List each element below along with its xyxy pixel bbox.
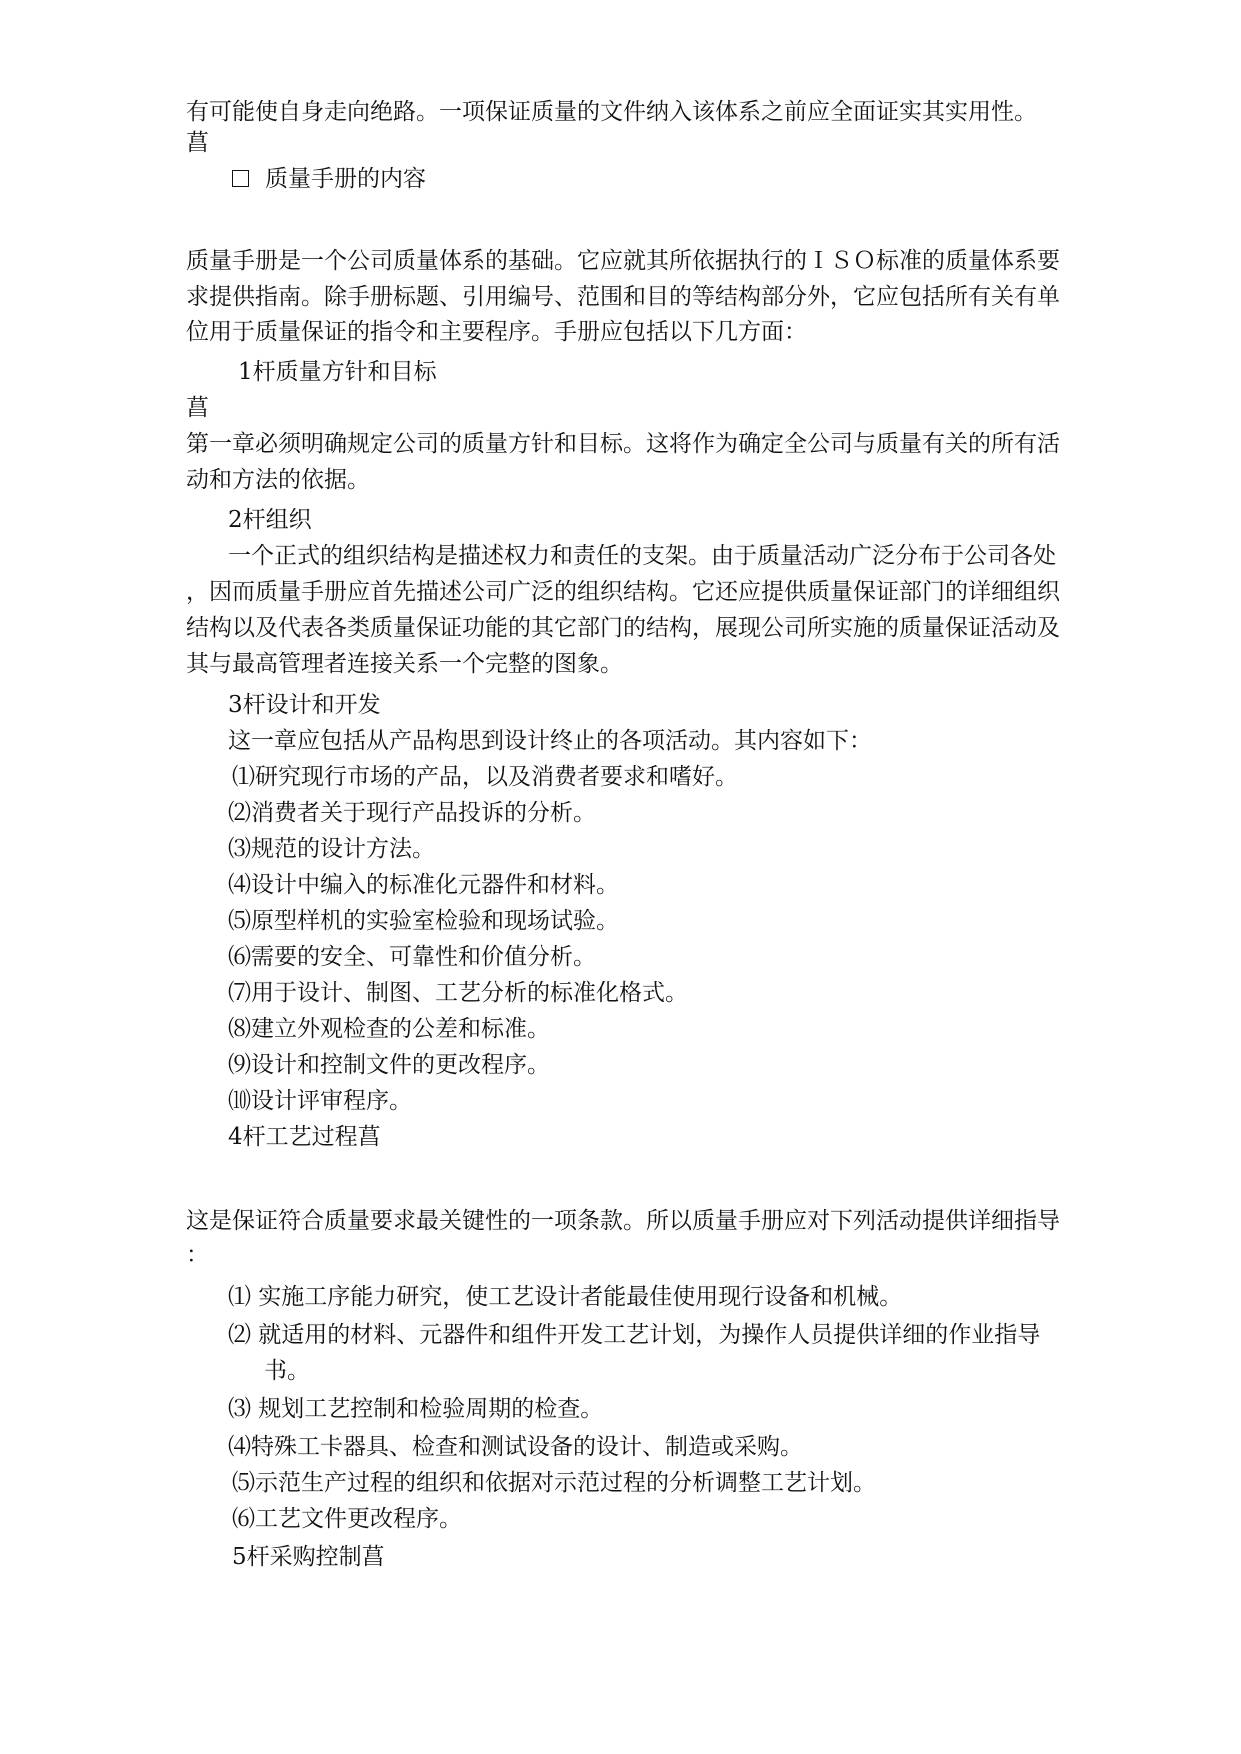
paragraph-line: 求提供指南。除手册标题、引用编号、范围和目的等结构部分外，它应包括所有关有单 <box>186 284 1060 310</box>
paragraph-line: 质量手册是一个公司质量体系的基础。它应就其所依据执行的ＩＳＯ标准的质量体系要 <box>186 248 1060 274</box>
list-item: ⑴ 实施工序能力研究，使工艺设计者能最佳使用现行设备和机械。 <box>228 1284 903 1310</box>
section-title: 5杆采购控制菖 <box>232 1544 385 1570</box>
paragraph-line: 位用于质量保证的指令和主要程序。手册应包括以下几方面： <box>186 319 807 345</box>
list-item: ⑷特殊工卡器具、检查和测试设备的设计、制造或采购。 <box>228 1434 803 1460</box>
list-item: ⑽设计评审程序。 <box>228 1088 412 1114</box>
list-item: ⑵ 就适用的材料、元器件和组件开发工艺计划，为操作人员提供详细的作业指导 <box>228 1322 1041 1348</box>
list-item: ⑼设计和控制文件的更改程序。 <box>228 1052 550 1078</box>
paragraph-line: ： <box>186 1242 209 1268</box>
list-item: ⑴研究现行市场的产品，以及消费者要求和嗜好。 <box>232 764 738 790</box>
paragraph-line: 一个正式的组织结构是描述权力和责任的支架。由于质量活动广泛分布于公司各处 <box>228 543 1056 569</box>
list-item: ⑵消费者关于现行产品投诉的分析。 <box>228 800 596 826</box>
list-item: ⑹需要的安全、可靠性和价值分析。 <box>228 944 596 970</box>
section-title: 4杆工艺过程菖 <box>228 1124 381 1150</box>
list-item: ⑷设计中编入的标准化元器件和材料。 <box>228 872 619 898</box>
stray-mark: 菖 <box>186 130 209 156</box>
section-title: 3杆设计和开发 <box>228 692 381 718</box>
list-item: ⑶规范的设计方法。 <box>228 836 435 862</box>
section-heading <box>232 164 1192 194</box>
list-item: ⑻建立外观检查的公差和标准。 <box>228 1016 550 1042</box>
checkbox-square-icon <box>232 170 249 187</box>
heading-text: 质量手册的内容 <box>265 166 426 192</box>
paragraph-line: 结构以及代表各类质量保证功能的其它部门的结构，展现公司所实施的质量保证活动及 <box>186 615 1060 641</box>
section-title: 2杆组织 <box>228 507 312 533</box>
list-item-continuation: 书。 <box>264 1358 310 1384</box>
list-item: ⑺用于设计、制图、工艺分析的标准化格式。 <box>228 980 688 1006</box>
section-title: 1杆质量方针和目标 <box>238 359 437 385</box>
paragraph-line: ，因而质量手册应首先描述公司广泛的组织结构。它还应提供质量保证部门的详细组织 <box>186 579 1060 605</box>
list-item: ⑹工艺文件更改程序。 <box>232 1506 462 1532</box>
stray-mark: 菖 <box>186 395 209 421</box>
paragraph-line: 这是保证符合质量要求最关键性的一项条款。所以质量手册应对下列活动提供详细指导 <box>186 1208 1060 1234</box>
list-item: ⑸原型样机的实验室检验和现场试验。 <box>228 908 619 934</box>
list-item: ⑶ 规划工艺控制和检验周期的检查。 <box>228 1396 604 1422</box>
paragraph-line: 这一章应包括从产品构思到设计终止的各项活动。其内容如下： <box>228 728 872 754</box>
list-item: ⑸示范生产过程的组织和依据对示范过程的分析调整工艺计划。 <box>232 1470 876 1496</box>
paragraph-line: 其与最高管理者连接关系一个完整的图象。 <box>186 651 623 677</box>
paragraph-line: 有可能使自身走向绝路。一项保证质量的文件纳入该体系之前应全面证实其实用性。 <box>186 99 1037 125</box>
paragraph-line: 动和方法的依据。 <box>186 467 370 493</box>
paragraph-line: 第一章必须明确规定公司的质量方针和目标。这将作为确定全公司与质量有关的所有活 <box>186 431 1060 457</box>
